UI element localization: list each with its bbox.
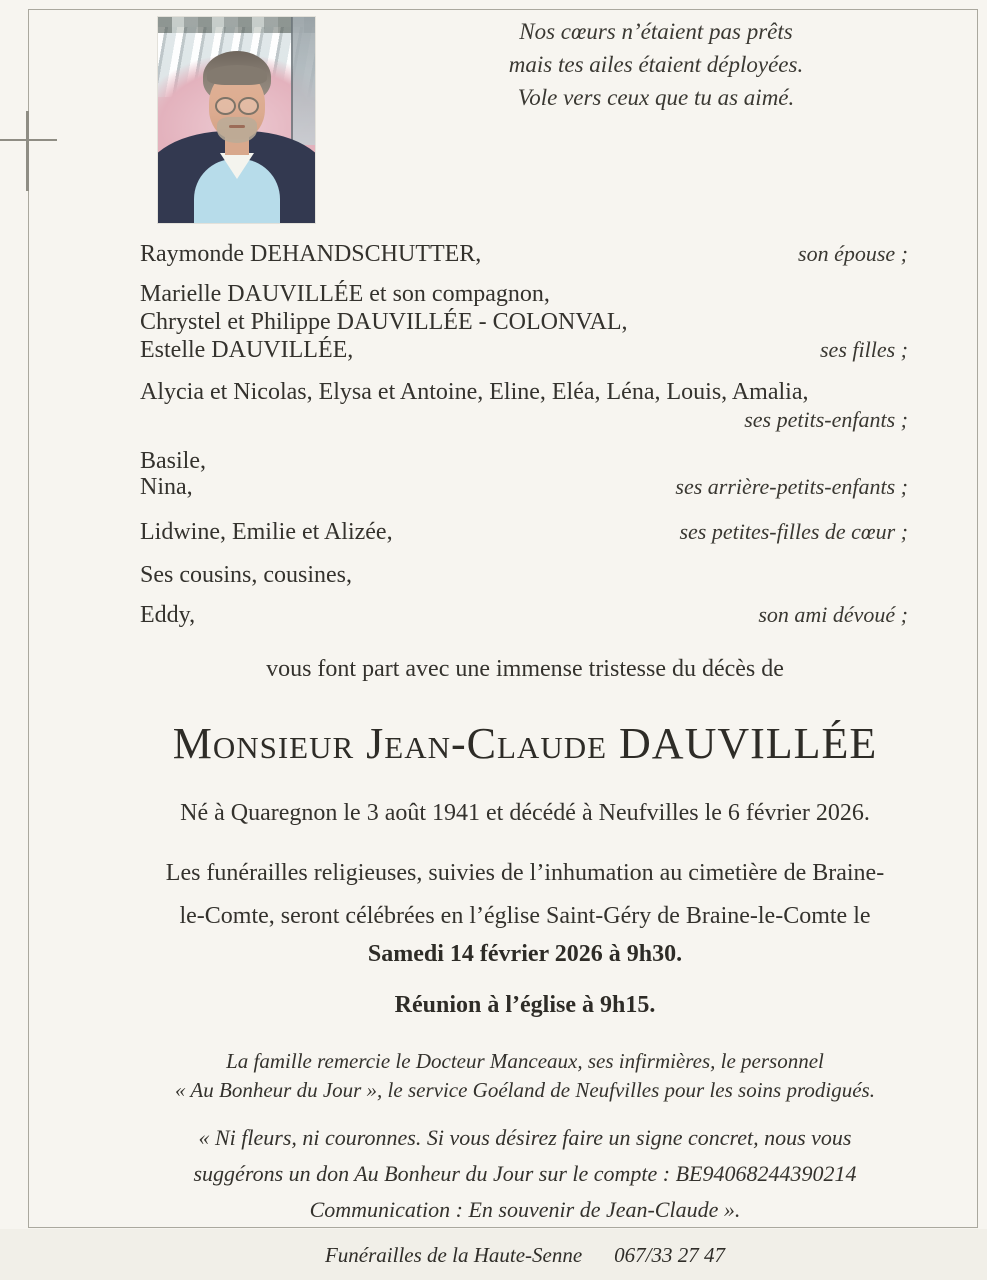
family-names: Basile,	[140, 448, 206, 474]
family-row	[140, 601, 908, 629]
photo-background-glass	[291, 17, 315, 145]
donation-line: « Ni fleurs, ni couronnes. Si vous désirez faire un signe concret, nous vous	[198, 1125, 852, 1150]
family-names: Raymonde DEHANDSCHUTTER,	[140, 241, 482, 267]
photo-glasses	[215, 97, 259, 112]
relation-label: ses arrière-petits-enfants ;	[675, 474, 908, 499]
thanks-line: La famille remercie le Docteur Manceaux, ses infirmières, le personnel	[226, 1049, 824, 1073]
photo-mouth	[229, 125, 245, 128]
announcement-intro: vous font part avec une immense tristesse du décès de	[266, 656, 784, 682]
ceremony-line: le-Comte, seront célébrées en l’église Saint-Géry de Braine-le-Comte le	[179, 903, 871, 929]
ceremony-date: Samedi 14 février 2026 à 9h30.	[367, 941, 683, 967]
family-row	[140, 518, 908, 546]
ceremony-line: Les funérailles religieuses, suivies de l’inhumation au cimetière de Braine-	[165, 860, 885, 886]
family-row	[140, 561, 908, 589]
photo-fringe	[207, 65, 267, 85]
ceremony-paragraph	[140, 852, 910, 938]
family-row	[140, 336, 908, 364]
epigraph-line: Vole vers ceux que tu as aimé.	[517, 85, 795, 110]
family-row	[140, 474, 908, 500]
family-names: Chrystel et Philippe DAUVILLÉE - COLONVAL,	[140, 309, 628, 335]
donation-line: Communication : En souvenir de Jean-Claude ».	[309, 1197, 741, 1222]
registration-mark-vertical	[26, 111, 29, 191]
family-row	[140, 378, 908, 406]
epigraph	[440, 15, 872, 114]
funeral-home-phone: 067/33 27 47	[614, 1243, 726, 1267]
funeral-home-name: Funérailles de la Haute-Senne	[324, 1243, 583, 1267]
relation-label: son ami dévoué ;	[758, 602, 908, 627]
birth-death-line: Né à Quaregnon le 3 août 1941 et décédé à Neufvilles le 6 février 2026.	[180, 800, 870, 826]
portrait-photo	[158, 17, 315, 223]
family-row	[140, 240, 908, 268]
relation-label: ses filles ;	[820, 337, 908, 362]
family-row	[140, 406, 908, 434]
donation-paragraph	[140, 1120, 910, 1228]
gathering-line: Réunion à l’église à 9h15.	[394, 992, 656, 1018]
family-names: Estelle DAUVILLÉE,	[140, 337, 354, 363]
family-names: Eddy,	[140, 602, 196, 628]
relation-label: ses petits-enfants ;	[744, 407, 908, 432]
epigraph-line: Nos cœurs n’étaient pas prêts	[519, 19, 793, 44]
family-row	[140, 280, 908, 308]
donation-line: suggérons un don Au Bonheur du Jour sur le compte : BE94068244390214	[193, 1161, 857, 1186]
thanks-line: « Au Bonheur du Jour », le service Goéland de Neufvilles pour les soins prodigués.	[175, 1078, 875, 1102]
family-row	[140, 308, 908, 336]
family-list	[140, 240, 908, 629]
relation-label: son épouse ;	[798, 241, 908, 266]
family-names: Lidwine, Emilie et Alizée,	[140, 519, 393, 545]
family-names: Ses cousins, cousines,	[140, 562, 352, 588]
epigraph-line: mais tes ailes étaient déployées.	[508, 52, 804, 77]
family-names: Alycia et Nicolas, Elysa et Antoine, Eline, Eléa, Léna, Louis, Amalia,	[140, 379, 809, 405]
footer	[140, 1243, 910, 1268]
photo-beard	[217, 117, 257, 143]
relation-label: ses petites-filles de cœur ;	[679, 519, 908, 544]
thanks-paragraph	[140, 1047, 910, 1105]
deceased-name: Monsieur Jean-Claude DAUVILLÉE	[172, 719, 878, 768]
family-names: Nina,	[140, 474, 193, 500]
family-row	[140, 449, 908, 474]
family-names: Marielle DAUVILLÉE et son compagnon,	[140, 281, 550, 307]
